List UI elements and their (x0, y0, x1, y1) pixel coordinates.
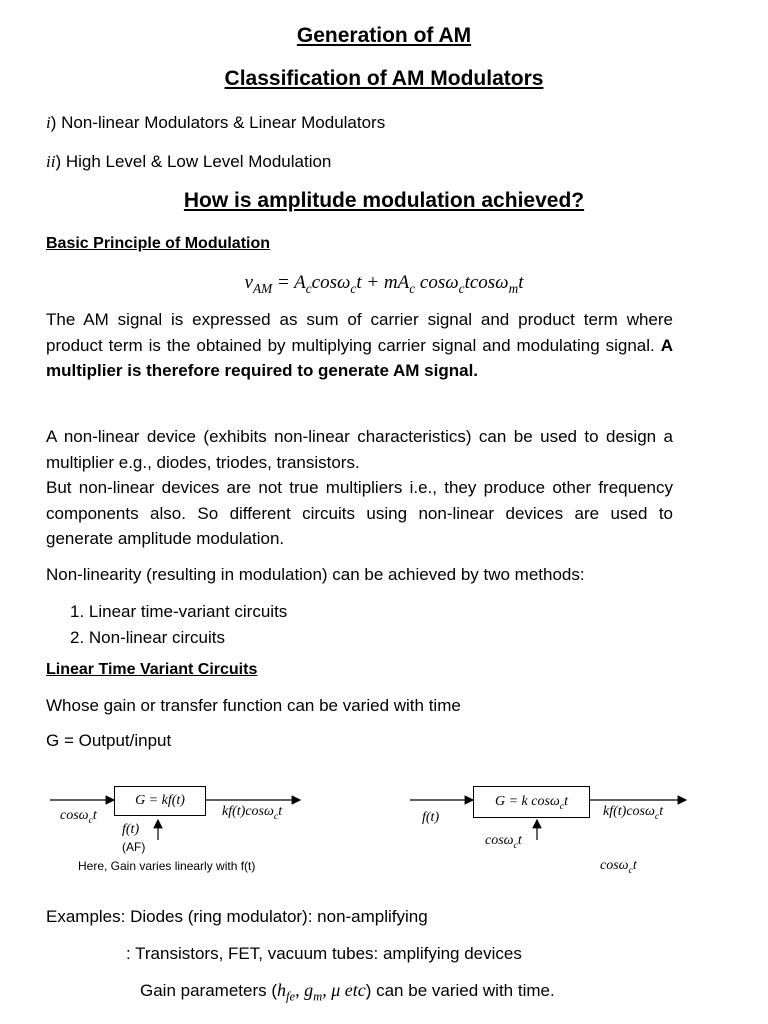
am-equation: $v_{AM} = A_c\cos\omega_ct + mA_c$ cosω$_c$tcosω$_m$t (244, 272, 524, 296)
paragraph-text: The AM signal is expressed as sum of carrier signal and product term where product term is the obtained by multiplying carrier signal and modulating signal. (46, 310, 673, 355)
left-control-label: f(t) (122, 822, 140, 837)
list-item: 2. Non-linear circuits (70, 628, 225, 647)
gain-params-prefix: Gain parameters ( (140, 981, 277, 1000)
class-num: ii (46, 152, 56, 171)
class-text: ) Non-linear Modulators & Linear Modulators (50, 113, 386, 132)
right-extra-label: cosω$_c$t (600, 858, 637, 876)
gain-box-left-label: G = kf(t) (135, 793, 185, 808)
gain-box-right-label: G = k cosω$_c$t (494, 794, 569, 812)
gain-box-right (473, 786, 590, 818)
title-classification: Classification of AM Modulators (224, 67, 544, 90)
gain-params: $h_{fe}$, $g_m$, μ etc (277, 980, 366, 1004)
examples-line-3 (140, 980, 555, 1005)
paragraph-am-signal (46, 307, 673, 384)
paragraph-two-methods: Non-linearity (resulting in modulation) can be achieved by two methods: (46, 565, 585, 584)
title-how: How is amplitude modulation achieved? (183, 189, 585, 212)
left-input-label: cosω$_c$t (60, 808, 97, 826)
class-num: i (46, 113, 51, 132)
methods-list (70, 599, 287, 651)
gain-box-left (114, 786, 206, 816)
class-item-2 (46, 152, 331, 172)
paragraph-nonlinear-device: A non-linear device (exhibits non-linear characteristics) can be used to design a multiplier e.g., diodes, triodes, transistors. (46, 427, 673, 472)
ltv-line-2: G = Output/input (46, 731, 172, 750)
class-text: ) High Level & Low Level Modulation (55, 152, 332, 171)
list-item: 1. Linear time-variant circuits (70, 602, 288, 621)
title-generation: Generation of AM (296, 24, 472, 47)
examples-line-1: Examples: Diodes (ring modulator): non-amplifying (46, 907, 428, 926)
examples-line-2: : Transistors, FET, vacuum tubes: amplifying devices (126, 944, 522, 963)
heading-ltv: Linear Time Variant Circuits (46, 661, 258, 678)
left-output-label: kf(t)cosω$_c$t (222, 804, 283, 822)
right-control-label: cosω$_c$t (485, 833, 522, 851)
ltv-line-1: Whose gain or transfer function can be varied with time (46, 696, 461, 715)
paragraph-not-true-multipliers: But non-linear devices are not true multipliers i.e., they produce other frequency components also. So different circuits using non-linear devices are used to generate amplitude modulation. (46, 478, 673, 548)
class-item-1 (46, 113, 385, 133)
paragraph-bold-text: A multiplier is therefore required to generate AM signal. (46, 335, 673, 380)
heading-basic-principle: Basic Principle of Modulation (46, 235, 271, 252)
left-diagram-caption: Here, Gain varies linearly with f(t) (78, 859, 256, 873)
left-control-note: (AF) (122, 840, 146, 854)
gain-params-suffix: ) can be varied with time. (365, 981, 555, 1000)
right-output-label: kf(t)cosω$_c$t (603, 804, 664, 822)
right-input-label: f(t) (422, 810, 440, 825)
